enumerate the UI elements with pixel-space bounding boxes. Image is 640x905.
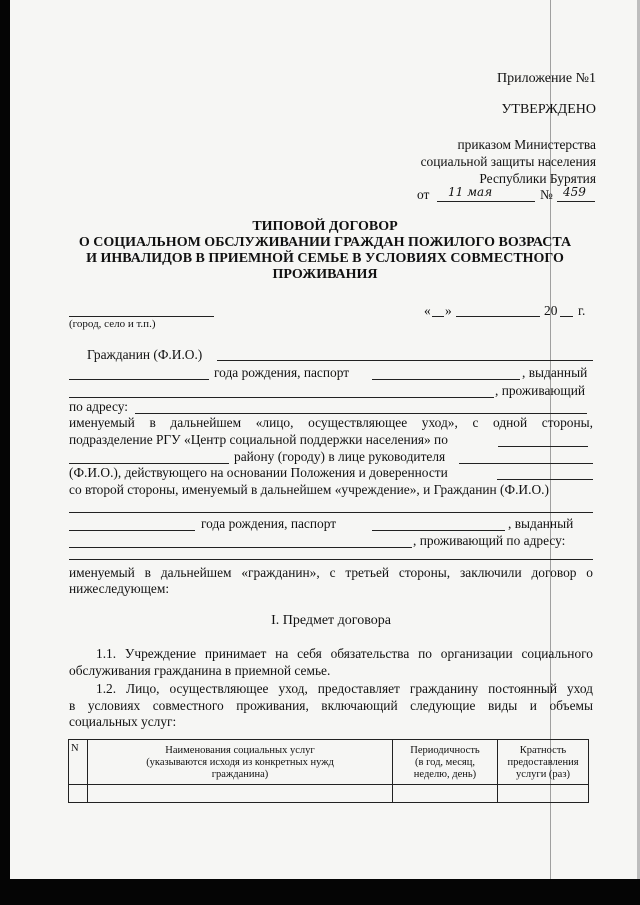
date-day-line — [432, 316, 444, 317]
title-line-1: ТИПОВОЙ ДОГОВОР — [252, 219, 398, 234]
table-row — [69, 785, 589, 803]
head-name-line — [459, 463, 593, 464]
services-table — [68, 739, 589, 803]
section-1-heading: I. Предмет договора — [271, 613, 391, 628]
order-date-handwritten: 11 мая — [448, 185, 493, 199]
issued-by-2-line — [69, 547, 412, 548]
section-1-p1-line-2: обслуживания гражданина в приемной семье. — [69, 663, 331, 678]
following-line: нижеследующем: — [69, 581, 170, 596]
address-2-line — [69, 559, 593, 560]
col-n-label: N — [71, 743, 79, 754]
col-name-line-2: (указываются исходя из конкретных нужд — [146, 757, 334, 768]
birth-year-2-line — [69, 530, 195, 531]
order-number-label: № — [540, 187, 553, 202]
date-year-line — [560, 316, 573, 317]
title-line-4: ПРОЖИВАНИЯ — [272, 267, 378, 282]
col-name-line-1: Наименования социальных услуг — [165, 745, 315, 756]
section-1-p2-line-2: в условиях совместного проживания, включающий следующие виды и объемы — [69, 698, 593, 713]
citizen-name-line — [217, 360, 593, 361]
section-1-p1-line-1: 1.1. Учреждение принимает на себя обязательства по организации социального — [96, 646, 593, 661]
issued-2-label: , выданный — [508, 516, 574, 531]
issued-label: , выданный — [522, 365, 588, 380]
birth-year-line — [69, 379, 209, 380]
order-from-label: от — [417, 187, 430, 202]
table-cell-frequency — [498, 785, 589, 803]
col-frequency-line-3: услуги (раз) — [515, 769, 570, 780]
col-period-line-3: неделю, день) — [413, 769, 477, 780]
date-year-suffix: г. — [578, 303, 586, 318]
order-date-line — [437, 201, 535, 202]
date-quote-close: » — [445, 303, 452, 318]
subdivision-district-line — [498, 446, 588, 447]
caregiver-named-line: именуемый в дальнейшем «лицо, осуществляющее уход», с одной стороны, — [69, 415, 593, 430]
power-of-attorney-line — [497, 479, 593, 480]
citizen-label: Гражданин (Ф.И.О.) — [87, 347, 203, 362]
acting-line: (Ф.И.О.), действующего на основании Положения и доверенности — [69, 465, 448, 480]
col-name-header — [88, 740, 393, 785]
col-frequency-line-2: предоставления — [507, 757, 579, 768]
birth-year-passport-label: года рождения, паспорт — [214, 365, 350, 380]
title-line-3: И ИНВАЛИДОВ В ПРИЕМНОЙ СЕМЬЕ В УСЛОВИЯХ СОВМЕСТНОГО — [86, 251, 564, 266]
order-number-handwritten: 459 — [563, 185, 586, 199]
section-1-p2-line-1: 1.2. Лицо, осуществляющее уход, предоставляет гражданину постоянный уход — [96, 681, 593, 696]
issued-by-line — [69, 397, 494, 398]
approved-label: УТВЕРЖДЕНО — [501, 102, 596, 117]
place-caption: (город, село и т.п.) — [69, 318, 156, 330]
birth-year-passport-2-label: года рождения, паспорт — [201, 516, 337, 531]
date-month-line — [456, 316, 540, 317]
appendix-label: Приложение №1 — [497, 71, 596, 86]
table-cell-period — [393, 785, 498, 803]
order-line-1: приказом Министерства — [457, 137, 596, 152]
subdivision-line: подразделение РГУ «Центр социальной поддержки населения» по — [69, 432, 448, 447]
date-year-prefix: 20 — [544, 303, 558, 318]
citizen-2-name-line — [69, 512, 593, 513]
scan-left-edge — [0, 0, 10, 905]
col-period-header — [393, 740, 498, 785]
col-name-line-3: гражданина) — [211, 769, 269, 780]
order-line-3: Республики Бурятия — [479, 171, 596, 186]
table-cell-n — [69, 785, 88, 803]
col-frequency-line-1: Кратность — [519, 745, 567, 756]
second-party-line: со второй стороны, именуемый в дальнейшем «учреждение», и Гражданин (Ф.И.О.) — [69, 482, 549, 497]
district-line: району (городу) в лице руководителя — [234, 449, 446, 464]
residing-at-label: , проживающий по адресу: — [413, 533, 566, 548]
place-line — [69, 316, 214, 317]
date-quote-open: « — [424, 303, 431, 318]
order-line-2: социальной защиты населения — [420, 154, 596, 169]
residing-label: , проживающий — [495, 383, 586, 398]
passport-line — [372, 379, 520, 380]
passport-2-line — [372, 530, 505, 531]
citizen-named-line: именуемый в дальнейшем «гражданин», с третьей стороны, заключили договор о — [69, 565, 593, 580]
col-frequency-header — [498, 740, 589, 785]
order-number-line — [557, 201, 595, 202]
address-label: по адресу: — [69, 399, 128, 414]
scan-bottom-band — [0, 879, 640, 905]
table-cell-name — [88, 785, 393, 803]
section-1-p2-line-3: социальных услуг: — [69, 714, 177, 729]
col-period-line-2: (в год, месяц, — [415, 757, 475, 768]
col-period-line-1: Периодичность — [410, 745, 480, 756]
title-line-2: О СОЦИАЛЬНОМ ОБСЛУЖИВАНИИ ГРАЖДАН ПОЖИЛОГО ВОЗРАСТА — [78, 235, 572, 250]
col-n-header — [69, 740, 88, 785]
services-table-header-row — [69, 740, 589, 785]
